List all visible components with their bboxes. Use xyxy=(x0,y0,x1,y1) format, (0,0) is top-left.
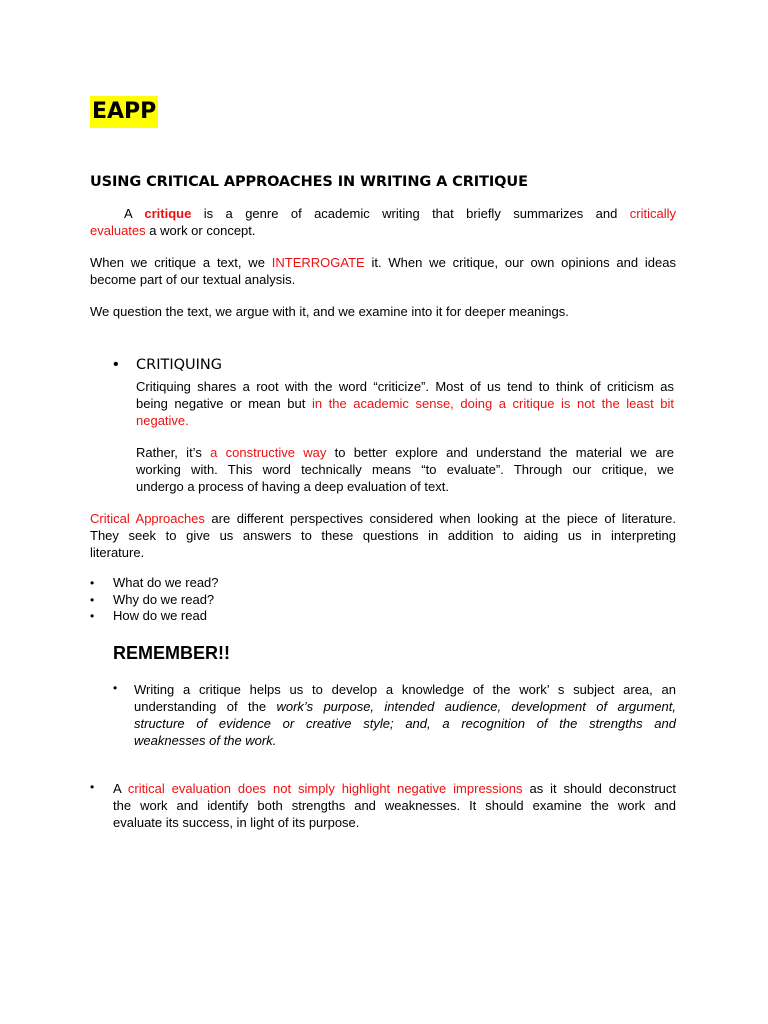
definition-paragraph xyxy=(90,205,676,239)
section-heading: USING CRITICAL APPROACHES IN WRITING A CRITIQUE xyxy=(90,174,528,190)
bullet-icon: • xyxy=(90,592,95,607)
term-critical-approaches: Critical Approaches xyxy=(90,511,205,526)
approaches-paragraph: Critical Approaches are different perspectives considered when looking at the piece of literature. They seek to give us answers to these questions in addition to aiding us in interpreting literature. xyxy=(90,511,676,560)
term-interrogate: INTERROGATE xyxy=(271,255,365,270)
definition-line-2: evaluates a work or concept. xyxy=(90,223,256,238)
question-paragraph: We question the text, we argue with it, and we examine into it for deeper meanings. xyxy=(90,304,569,319)
critiquing-paragraph-1: Critiquing shares a root with the word “criticize”. Most of us tend to think of criticism as being negative or mean but in the academic sense, doing a critique is not the least bit negative. xyxy=(136,379,675,428)
definition-line-1: A critique is a genre of academic writing that briefly summarizes and critically xyxy=(124,206,676,221)
remember-point-2: A critical evaluation does not simply highlight negative impressions as it should deconstruct the work and identify both strengths and weaknesses. It should examine the work and evaluate its success, in light of its purpose. xyxy=(113,781,676,830)
interrogate-paragraph xyxy=(90,254,676,288)
interrogate-line-2: become part of our textual analysis. xyxy=(90,272,296,287)
critiquing-heading: CRITIQUING xyxy=(136,357,222,373)
critiquing-bullet-icon: • xyxy=(113,356,119,373)
interrogate-line-1: When we critique a text, we INTERROGATE it. When we critique, our own opinions and ideas xyxy=(90,255,676,270)
document-title: EAPP xyxy=(90,96,158,128)
remember-heading: REMEMBER!! xyxy=(113,643,230,663)
term-critique: critique xyxy=(144,206,192,221)
bullet-icon: • xyxy=(90,780,95,794)
bullet-icon: • xyxy=(113,681,118,695)
critiquing-paragraph-2: Rather, it’s a constructive way to better explore and understand the material we are working with. This word technically means “to evaluate”. Through our critique, we undergo a process of having a deep evaluation of text. xyxy=(136,445,674,494)
document-page: EAPP USING CRITICAL APPROACHES IN WRITING A CRITIQUE A critique is a genre of academic writing that briefly summarizes and critically evaluates a work or concept. When we critique a text, we INTERROGATE it. When we critique, our own opinions and ideas become part of our textual analysis. We question the text, we argue with it, and we examine into it for deeper meanings. • CRITIQUING Critiquing shares a root with the word “criticize”. Most of us tend to think of criticism as being negative or mean but in the academic sense, doing a critique is not the least bit negative. Rather, it’s a constructive way to better explore and understand the material we are working with. This word technically means “to evaluate”. Through our critique, we undergo a process of having a deep evaluation of text. Critical Approaches are different perspectives considered when looking at the piece of literature. They seek to give us answers to these questions in addition to aiding us in interpreting literature. • What do we read? • Why do we read? • How do we read REMEMBER!! • Writing a critique helps us to develop a knowledge of the work’ s subject area, an understanding of the work’s purpose, intended audience, development of argument, structure of evidence or creative style; and, a recognition of the strengths and weaknesses of the work. • A critical evaluation does not simply highlight negative impressions as it should deconstruct the work and identify both strengths and weaknesses. It should examine the work and evaluate its success, in light of its purpose. xyxy=(0,0,768,1024)
bullet-icon: • xyxy=(90,609,95,623)
remember-point-1: Writing a critique helps us to develop a knowledge of the work’ s subject area, an understanding of the work’s purpose, intended audience, development of argument, structure of evidence or creative style; and, a recognition of the strengths and weaknesses of the work. xyxy=(134,682,676,748)
bullet-icon: • xyxy=(90,576,95,590)
